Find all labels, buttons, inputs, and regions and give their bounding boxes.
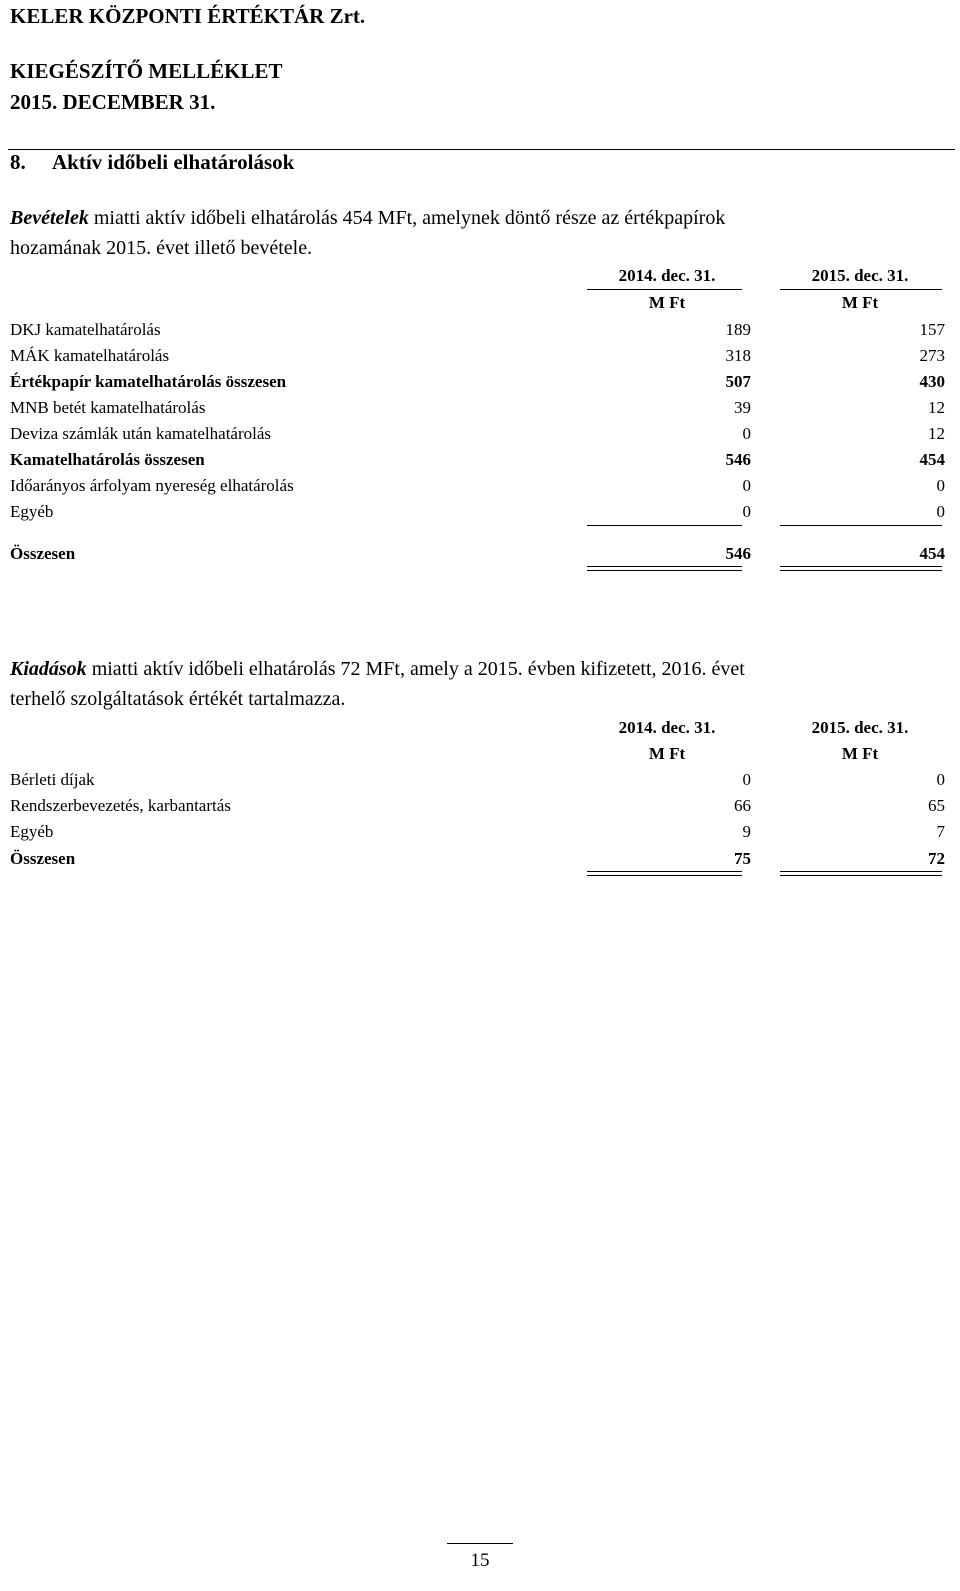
section-heading [10, 150, 294, 175]
revenue-col2-header: 2015. dec. 31. [811, 266, 909, 285]
value-2014: 66 [734, 796, 751, 815]
total-label: Összesen [10, 849, 76, 868]
revenue-row [10, 502, 945, 526]
value-2014: 0 [742, 770, 751, 789]
value-2014: 507 [725, 372, 751, 391]
expense-col2-unit: M Ft [841, 744, 879, 763]
row-label: Egyéb [10, 502, 54, 521]
revenue-intro-line2: hozamának 2015. évet illető bevétele. [10, 237, 313, 259]
value-2015: 7 [936, 822, 945, 841]
revenue-col1-header: 2014. dec. 31. [618, 266, 716, 285]
revenue-row [10, 398, 945, 422]
total-2014: 75 [734, 849, 751, 868]
revenue-intro [10, 203, 950, 263]
expense-col1-unit: M Ft [648, 744, 686, 763]
row-label: Időarányos árfolyam nyereség elhatárolás [10, 476, 294, 495]
value-2015: 12 [928, 398, 945, 417]
revenue-subtotal-row [10, 450, 945, 474]
expense-col2-header: 2015. dec. 31. [811, 718, 909, 737]
revenue-col2-total-rule [780, 566, 942, 571]
value-2015: 0 [936, 476, 945, 495]
expense-intro-line1: miatti aktív időbeli elhatárolás 72 MFt, amely a 2015. évben kifizetett, 2016. évet [86, 658, 745, 680]
expense-intro-line2: terhelő szolgáltatások értékét tartalmazza. [10, 688, 346, 710]
revenue-row [10, 424, 945, 448]
expense-row [10, 822, 945, 846]
revenue-row [10, 346, 945, 370]
expense-total-row [10, 849, 945, 873]
expense-intro [10, 654, 955, 714]
page-number-rule [447, 1543, 513, 1544]
value-2014: 0 [742, 476, 751, 495]
section-title: Aktív időbeli elhatárolások [52, 150, 295, 174]
expense-intro-emphasis: Kiadások [10, 658, 87, 680]
revenue-intro-line1: miatti aktív időbeli elhatárolás 454 MFt, amelynek döntő része az értékpapírok [88, 207, 726, 229]
value-2014: 0 [742, 424, 751, 443]
total-label: Összesen [10, 544, 76, 563]
revenue-col1-header-rule [587, 289, 742, 290]
expense-col1-total-rule [587, 871, 742, 876]
value-2015: 0 [936, 770, 945, 789]
row-label: Rendszerbevezetés, karbantartás [10, 796, 231, 815]
document-title: KIEGÉSZÍTŐ MELLÉKLET [10, 59, 283, 83]
value-2014: 9 [742, 822, 751, 841]
revenue-col2-sum-rule [780, 525, 942, 526]
document-date: 2015. DECEMBER 31. [10, 90, 216, 114]
value-2015: 430 [919, 372, 945, 391]
company-name: KELER KÖZPONTI ÉRTÉKTÁR Zrt. [10, 4, 366, 28]
revenue-intro-emphasis: Bevételek [10, 207, 89, 229]
row-label: Deviza számlák után kamatelhatárolás [10, 424, 272, 443]
value-2014: 39 [734, 398, 751, 417]
value-2015: 65 [928, 796, 945, 815]
total-2014: 546 [725, 544, 751, 563]
expense-row [10, 796, 945, 820]
value-2015: 0 [936, 502, 945, 521]
expense-col2-total-rule [780, 871, 942, 876]
value-2014: 318 [725, 346, 751, 365]
section-number: 8. [10, 150, 26, 174]
expense-col1-header: 2014. dec. 31. [618, 718, 716, 737]
value-2014: 189 [725, 320, 751, 339]
row-label: MNB betét kamatelhatárolás [10, 398, 206, 417]
value-2015: 273 [919, 346, 945, 365]
revenue-row [10, 476, 945, 500]
value-2015: 12 [928, 424, 945, 443]
expense-row [10, 770, 945, 794]
value-2015: 454 [919, 450, 945, 469]
value-2015: 157 [919, 320, 945, 339]
row-label: Bérleti díjak [10, 770, 95, 789]
total-2015: 72 [928, 849, 945, 868]
row-label: Értékpapír kamatelhatárolás összesen [10, 372, 287, 391]
row-label: MÁK kamatelhatárolás [10, 346, 170, 365]
revenue-subtotal-row [10, 372, 945, 396]
revenue-col1-sum-rule [587, 525, 742, 526]
row-label: DKJ kamatelhatárolás [10, 320, 161, 339]
revenue-total-row [10, 544, 945, 568]
revenue-col1-total-rule [587, 566, 742, 571]
row-label: Kamatelhatárolás összesen [10, 450, 205, 469]
revenue-col2-header-rule [780, 289, 942, 290]
value-2014: 546 [725, 450, 751, 469]
total-2015: 454 [919, 544, 945, 563]
value-2014: 0 [742, 502, 751, 521]
revenue-row [10, 320, 945, 344]
revenue-col2-unit: M Ft [841, 293, 879, 312]
row-label: Egyéb [10, 822, 54, 841]
page-number: 15 [470, 1550, 490, 1571]
revenue-col1-unit: M Ft [648, 293, 686, 312]
